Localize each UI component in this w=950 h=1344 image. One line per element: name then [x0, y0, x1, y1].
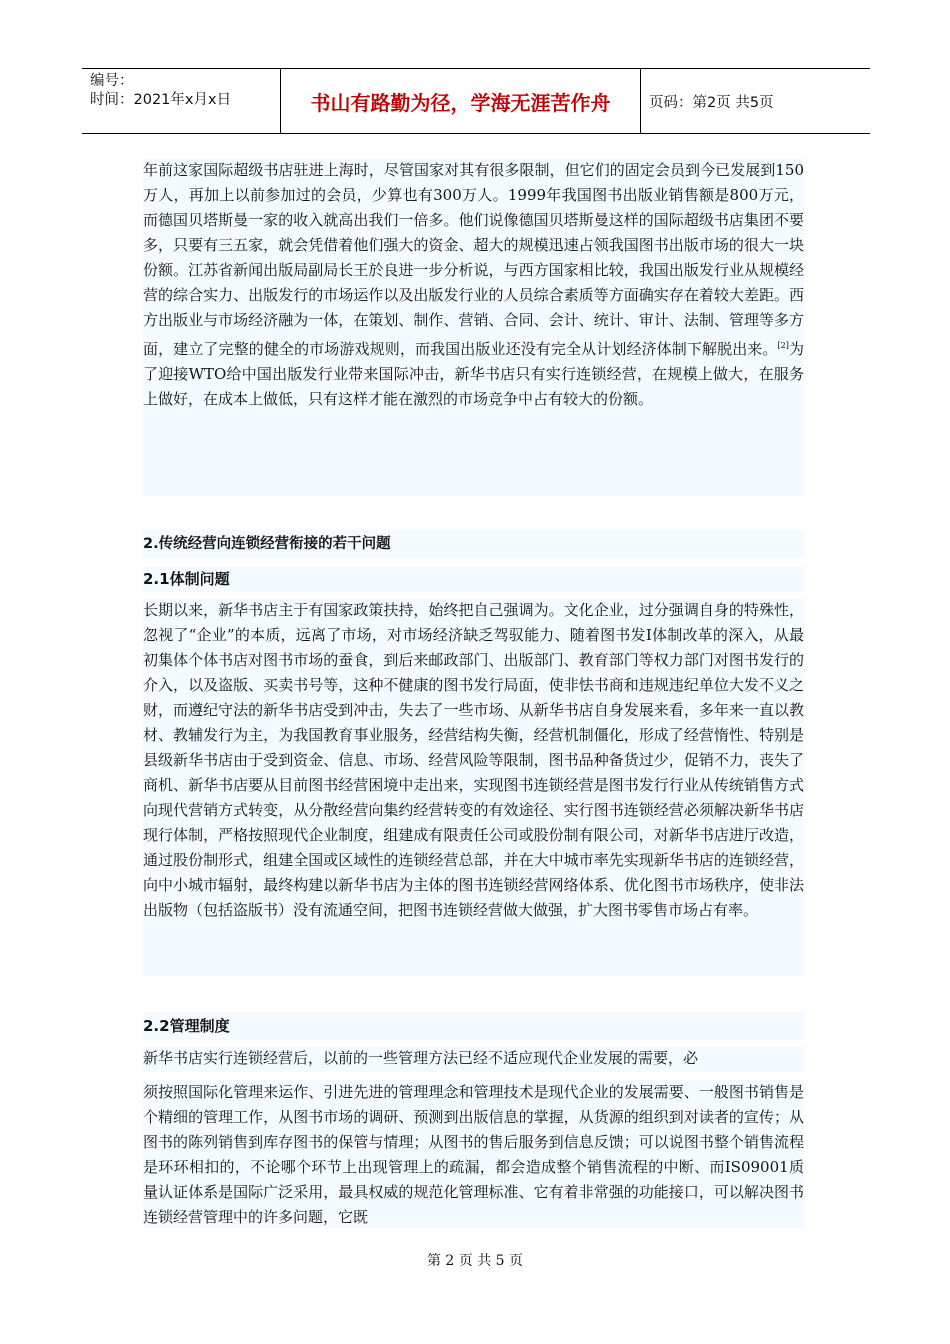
- body-block-3a: [143, 1046, 804, 1072]
- paragraph-1-text: 年前这家国际超级书店驻进上海时，尽管国家对其有很多限制，但它们的固定会员到今已发展到150万人，再加上以前参加过的会员，少算也有300万人。1999年我国图书出版业销售额是800万元，而德国贝塔斯曼一家的收入就高出我们一倍多。他们说像德国贝塔斯曼这样的国际超级书店集团不要多，只要有三五家，就会凭借着他们强大的资金、超大的规模迅速占领我国图书出版市场的很大一块份额。江苏省新闻出版局副局长王於良进一步分析说，与西方国家相比较，我国出版发行业从规模经营的综合实力、出版发行的市场运作以及出版发行业的人员综合素质等方面确实存在着较大差距。西方出版业与市场经济融为一体，在策划、制作、营销、合同、会计、统计、审计、法制、管理等多方面，建立了完整的健全的市场游戏规则，而我国出版业还没有完全从计划经济体制下解脱出来。: [143, 161, 804, 358]
- number-label: 编号：: [90, 73, 134, 89]
- body-block-3b: [143, 1080, 804, 1228]
- paragraph-3-line-1: 新华书店实行连锁经营后，以前的一些管理方法已经不适应现代企业发展的需要，必: [143, 1049, 699, 1067]
- page-footer: 第 2 页 共 5 页: [426, 1253, 524, 1269]
- section-2-heading-block: [143, 530, 804, 558]
- paragraph-2: 长期以来，新华书店主于有国家政策扶持，始终把自己强调为。文化企业，过分强调自身的特殊性，忽视了“企业”的本质，远离了市场，对市场经济缺乏驾驭能力、随着图书发I体制改革的深入，从最初集体个体书店对图书市场的蚕食，到后来邮政部门、出版部门、教育部门等权力部门对图书发行的介入，以及盗版、买卖书号等，这种不健康的图书发行局面，使非怯书商和违规违纪单位大发不义之财，而遵纪守法的新华书店受到冲击，失去了一些市场、从新华书店自身发展来看，多年来一直以教材、教辅发行为主，为我国教育事业服务，经营结构失衡，经营机制僵化，形成了经营惰性、特别是县级新华书店由于受到资金、信息、市场、经营风险等限制，图书品种备货过少，促销不力，丧失了商机、新华书店要从目前图书经营困境中走出来，实现图书连锁经营是图书发行行业从传统销售方式向现代营销方式转变，从分散经营向集约经营转变的有效途径、实行图书连锁经营必须解决新华书店现行体制，严格按照现代企业制度，组建成有限责任公司或股份制有限公司，对新华书店进厅改造，通过股份制形式，组建全国或区域性的连锁经营总部，并在大中城市率先实现新华书店的连锁经营，向中小城市辐射，最终构建以新华书店为主体的图书连锁经营网络体系、优化图书市场秩序，使非法出版物（包括盗版书）没有流通空间，把图书连锁经营做大做强，扩大图书零售市场占有率。: [143, 601, 804, 919]
- header-page-info: 页码：第2页 共5页: [649, 94, 774, 111]
- paragraph-1-text-cont: 为了迎接WTO给中国出版发行业带来国际冲击，新华书店只有实行连锁经营，在规模上做大，在服务上做好，在成本上做低，只有这样才能在激烈的市场竞争中占有较大的份额。: [143, 340, 804, 408]
- body-block-2: [143, 598, 804, 976]
- section-2-2-heading-block: [143, 1012, 804, 1040]
- header-meta: [82, 69, 281, 133]
- paragraph-1: [143, 158, 804, 412]
- page-header: [82, 68, 870, 134]
- citation-ref: [2]: [777, 341, 789, 350]
- section-2-1-heading: 2.1体制问题: [143, 570, 230, 588]
- header-motto: 书山有路勤为径，学海无涯苦作舟: [281, 69, 641, 133]
- section-2-1-heading-block: [143, 566, 804, 592]
- section-2-heading: 2.传统经营向连锁经营衔接的若干问题: [143, 536, 391, 552]
- paragraph-3: 须按照国际化管理来运作、引进先进的管理理念和管理技术是现代企业的发展需要、一般图书销售是个精细的管理工作，从图书市场的调研、预测到出版信息的掌握，从货源的组织到对读者的宣传；从图书的陈列销售到库存图书的保管与情理；从图书的售后服务到信息反馈；可以说图书整个销售流程是环环相扣的，不论哪个环节上出现管理上的疏漏，都会造成整个销售流程的中断、而IS09001质量认证体系是国际广泛采用，最具权威的规范化管理标准、它有着非常强的功能接口，可以解决图书连锁经营管理中的许多问题，它既: [143, 1083, 804, 1226]
- section-2-2-heading: 2.2管理制度: [143, 1017, 230, 1035]
- date-label: 时间：2021年x月x日: [90, 92, 232, 108]
- body-block-1: [143, 158, 804, 496]
